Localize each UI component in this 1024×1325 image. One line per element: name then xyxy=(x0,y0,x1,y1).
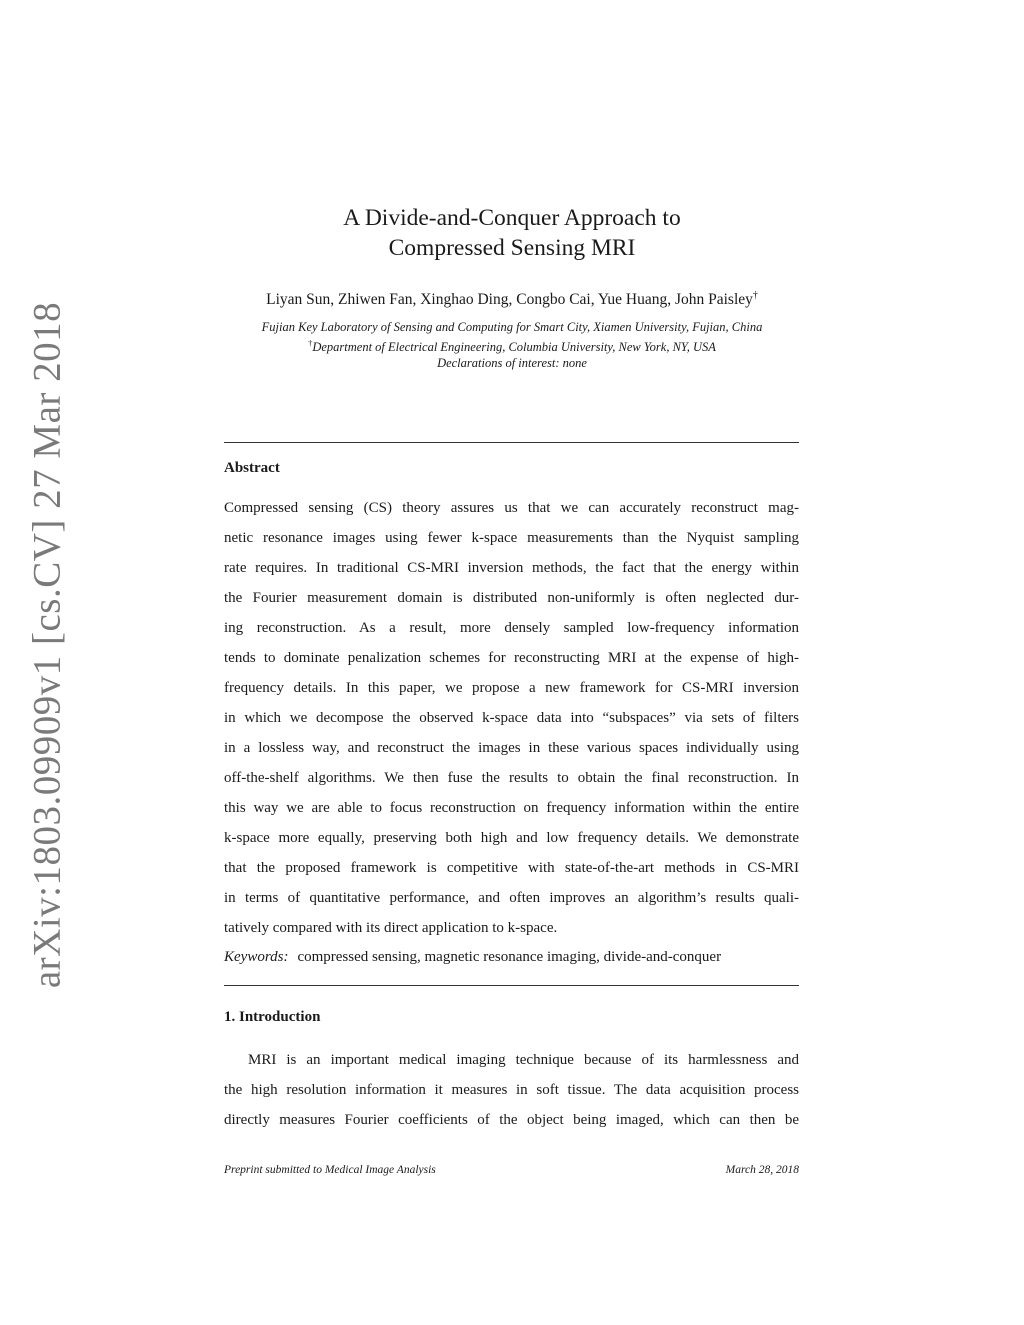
keywords-label: Keywords: xyxy=(224,949,289,965)
introduction-body xyxy=(224,1045,799,1135)
abstract-line: ing reconstruction. As a result, more densely sampled low-frequency information xyxy=(224,620,799,636)
declarations-line: Declarations of interest: none xyxy=(437,356,587,371)
abstract-body xyxy=(224,493,799,943)
author-dagger-mark: † xyxy=(752,290,758,301)
abstract-line: frequency details. In this paper, we propose a new framework for CS-MRI inversion xyxy=(224,680,799,696)
footer-preprint-note: Preprint submitted to Medical Image Analysis xyxy=(224,1164,436,1176)
abstract-heading: Abstract xyxy=(224,460,280,476)
abstract-line: that the proposed framework is competitive with state-of-the-art methods in CS-MRI xyxy=(224,860,799,876)
abstract-line: netic resonance images using fewer k-space measurements than the Nyquist sampling xyxy=(224,530,799,546)
abstract-line: this way we are able to focus reconstruction on frequency information within the entire xyxy=(224,800,799,816)
abstract-line: k-space more equally, preserving both high and low frequency details. We demonstrate xyxy=(224,830,799,846)
abstract-line: Compressed sensing (CS) theory assures us that we can accurately reconstruct mag- xyxy=(224,500,799,516)
abstract-top-rule xyxy=(224,442,799,443)
abstract-line: in terms of quantitative performance, and often improves an algorithm’s results quali- xyxy=(224,890,799,906)
introduction-line: MRI is an important medical imaging technique because of its harmlessness and xyxy=(248,1052,799,1068)
abstract-line: off-the-shelf algorithms. We then fuse the results to obtain the final reconstruction. In xyxy=(224,770,799,786)
abstract-line: tatively compared with its direct application to k-space. xyxy=(224,920,558,936)
affiliation-line-2-text: Department of Electrical Engineering, Columbia University, New York, NY, USA xyxy=(312,340,716,355)
abstract-bottom-rule xyxy=(224,985,799,986)
author-names: Liyan Sun, Zhiwen Fan, Xinghao Ding, Congbo Cai, Yue Huang, John Paisley xyxy=(266,291,753,309)
abstract-line: rate requires. In traditional CS-MRI inversion methods, the fact that the energy within xyxy=(224,560,799,576)
abstract-line: the Fourier measurement domain is distributed non-uniformly is often neglected dur- xyxy=(224,590,799,606)
author-list xyxy=(0,290,1024,309)
paper-title xyxy=(0,203,1024,263)
keywords xyxy=(224,949,721,966)
abstract-line: tends to dominate penalization schemes for reconstructing MRI at the expense of high- xyxy=(224,650,799,666)
affiliation-dagger-mark: † xyxy=(308,338,313,348)
introduction-line: directly measures Fourier coefficients of the object being imaged, which can then be xyxy=(224,1112,799,1128)
arxiv-identifier-stamp: arXiv:1803.09909v1 [cs.CV] 27 Mar 2018 xyxy=(25,301,69,989)
title-line-1: A Divide-and-Conquer Approach to xyxy=(343,205,681,231)
affiliation-line-2 xyxy=(0,335,1024,355)
abstract-line: in which we decompose the observed k-space data into “subspaces” via sets of filters xyxy=(224,710,799,726)
keywords-text: compressed sensing, magnetic resonance imaging, divide-and-conquer xyxy=(297,949,722,965)
introduction-line: the high resolution information it measures in soft tissue. The data acquisition process xyxy=(224,1082,799,1098)
affiliations xyxy=(0,319,1024,371)
footer-date: March 28, 2018 xyxy=(725,1164,799,1176)
title-line-2: Compressed Sensing MRI xyxy=(388,235,636,261)
affiliation-line-1: Fujian Key Laboratory of Sensing and Computing for Smart City, Xiamen University, Fujian, China xyxy=(261,320,763,334)
introduction-heading: 1. Introduction xyxy=(224,1009,321,1025)
abstract-line: in a lossless way, and reconstruct the images in these various spaces individually using xyxy=(224,740,799,756)
